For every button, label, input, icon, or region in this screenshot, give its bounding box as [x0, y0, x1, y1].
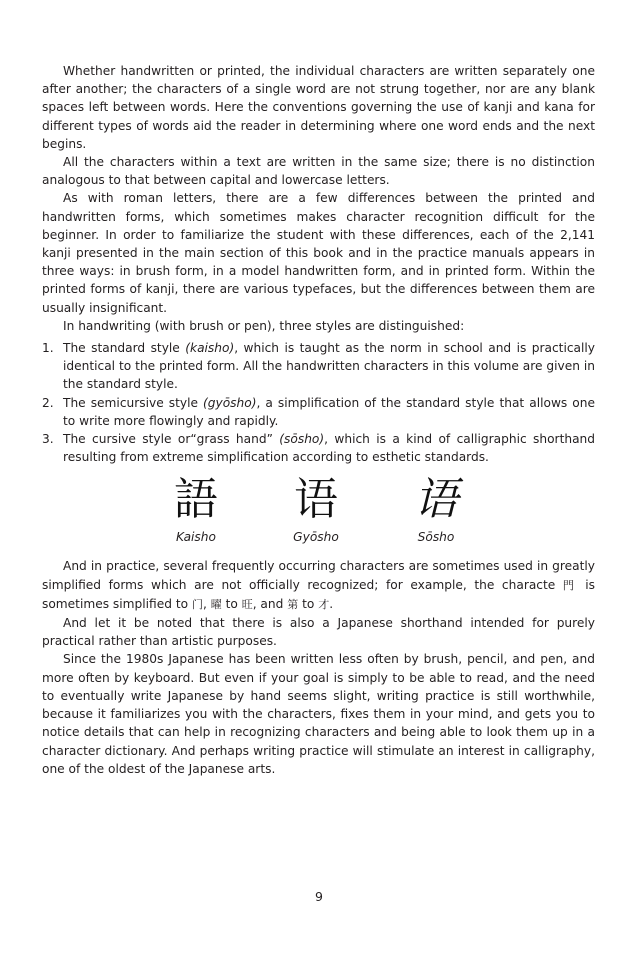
kanji-glyph: 語	[174, 474, 218, 526]
style-caption: Kaisho	[176, 530, 216, 545]
paragraph-character-size: All the characters within a text are written in the same size; there is no distinction analogous to that between capital and lowercase letters.	[42, 155, 595, 188]
list-number: 1.	[42, 341, 54, 356]
kanji-inline: 第	[287, 597, 299, 611]
style-term: (gyōsho)	[203, 395, 257, 410]
paragraph-three-styles-intro: In handwriting (with brush or pen), three styles are distinguished:	[63, 318, 465, 333]
style-caption: Sōsho	[417, 530, 455, 545]
style-term: (sōsho)	[279, 432, 325, 447]
paragraph-printed-vs-handwritten: As with roman letters, there are a few differences between the printed and handwritten forms, which sometimes makes character recognition difficult for the beginner. In order to familiarize the student with these differences, each of the 2,141 kanji presented in the main section of this book and in the practice manuals appears in three ways: in brush form, in a model handwritten form, and in printed form. Within the printed forms of kanji, there are various typefaces, but the differences between them are usually insignificant.	[42, 191, 595, 315]
kanji-inline: 旺	[241, 597, 253, 611]
kanji-inline: 才	[318, 597, 330, 611]
paragraph-shorthand: And let it be noted that there is also a Japanese shorthand intended for purely practical rather than artistic purposes.	[42, 616, 595, 649]
kanji-inline: 曜	[210, 597, 222, 611]
style-sample-kaisho	[151, 473, 241, 545]
list-number: 3.	[42, 432, 54, 447]
style-caption: Gyōsho	[293, 530, 339, 545]
paragraph-writing-separately: Whether handwritten or printed, the individual characters are written separately one after another; the characters of a single word are not strung together, nor are any blank spaces left between words. Here the conventions governing the use of kanji and kana for different types of words aid the reader in determining where one word ends and the next begins.	[42, 64, 595, 151]
kanji-glyph: 语	[294, 474, 338, 526]
kanji-glyph: 语	[414, 474, 458, 526]
style-term: (kaisho)	[185, 341, 235, 356]
paragraph-simplified-forms: And in practice, several frequently occurring characters are sometimes used in greatly simplified forms which are not officially recognized; for example, the characte 門 is sometimes simplified to 门, 曜 to 旺, and 第 to 才.	[42, 559, 596, 611]
list-number: 2.	[42, 395, 54, 410]
style-sample-sosho	[391, 473, 481, 545]
kanji-inline: 门	[191, 597, 203, 611]
styles-list	[42, 339, 595, 466]
page-number: 9	[315, 889, 323, 904]
page-body	[42, 62, 595, 778]
list-item: 2. The semicursive style (gyōsho), a simplification of the standard style that allows one to write more flowingly and rapidly.	[42, 395, 595, 428]
kanji-inline: 門	[562, 578, 578, 592]
list-item: 3. The cursive style or“grass hand” (sōsho), which is a kind of calligraphic shorthand resulting from extreme simplification according to esthetic standards.	[42, 432, 596, 465]
style-sample-gyosho	[271, 473, 361, 545]
calligraphy-styles-figure	[42, 473, 595, 551]
list-item: 1. The standard style (kaisho), which is taught as the norm in school and is practically identical to the printed form. All the handwritten characters in this volume are given in the standard style.	[42, 341, 595, 392]
paragraph-writing-practice: Since the 1980s Japanese has been written less often by brush, pencil, and pen, and more often by keyboard. But even if your goal is simply to be able to read, and the need to eventually write Japanese by hand seems slight, writing practice is still worthwhile, because it familiarizes you with the characters, fixes them in your mind, and gets you to notice details that can help in recognizing characters and being able to look them up in a character dictionary. And perhaps writing practice will stimulate an interest in calligraphy, one of the oldest of the Japanese arts.	[42, 652, 595, 776]
